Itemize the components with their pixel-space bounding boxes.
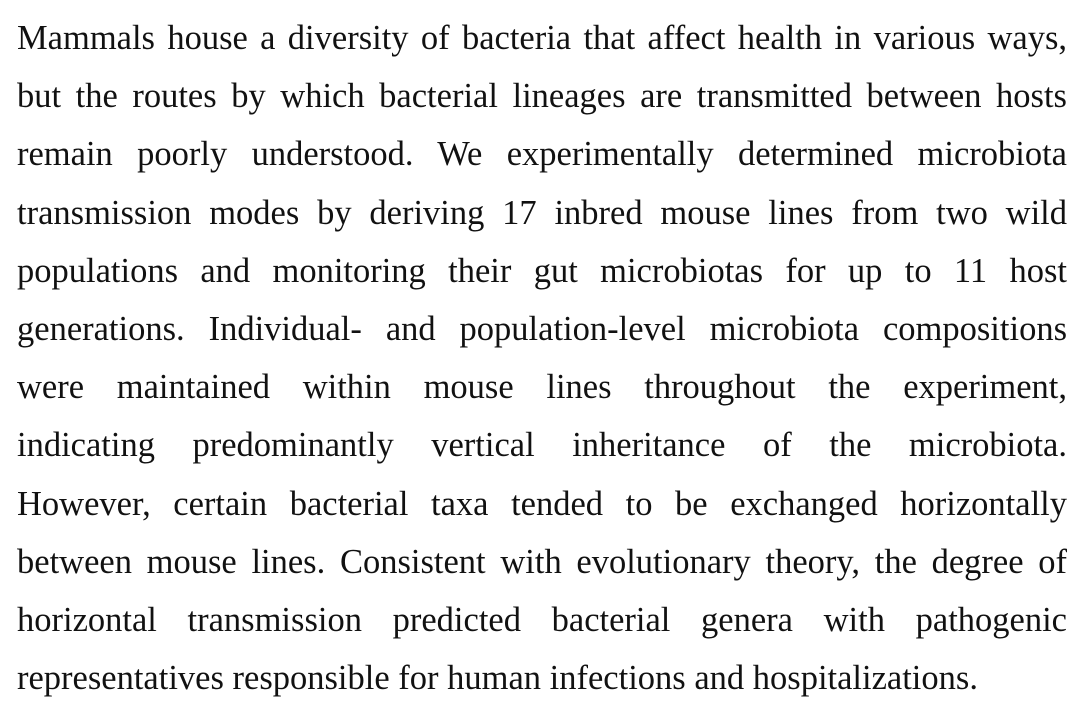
abstract-line: were maintained within mouse lines throughout the experiment, [17, 368, 1067, 407]
abstract-line: between mouse lines. Consistent with evolutionary theory, the degree of [17, 542, 1067, 581]
abstract-line: Mammals house a diversity of bacteria that affect health in various ways, [17, 19, 1067, 57]
abstract-line: populations and monitoring their gut microbiotas for up to 11 host [17, 251, 1067, 290]
abstract-line: generations. Individual- and population-level microbiota compositions [17, 309, 1067, 348]
abstract-line: remain poorly understood. We experimentally determined microbiota [17, 135, 1067, 174]
abstract-line: However, certain bacterial taxa tended to be exchanged horizontally [17, 484, 1067, 523]
abstract-paragraph [17, 9, 1067, 707]
abstract-line: representatives responsible for human infections and hospitalizations. [17, 659, 978, 698]
abstract-line: indicating predominantly vertical inheritance of the microbiota. [17, 426, 1067, 465]
abstract-line: transmission modes by deriving 17 inbred mouse lines from two wild [17, 193, 1067, 232]
abstract-line: but the routes by which bacterial lineages are transmitted between hosts [17, 77, 1067, 116]
abstract-line: horizontal transmission predicted bacterial genera with pathogenic [17, 600, 1067, 639]
